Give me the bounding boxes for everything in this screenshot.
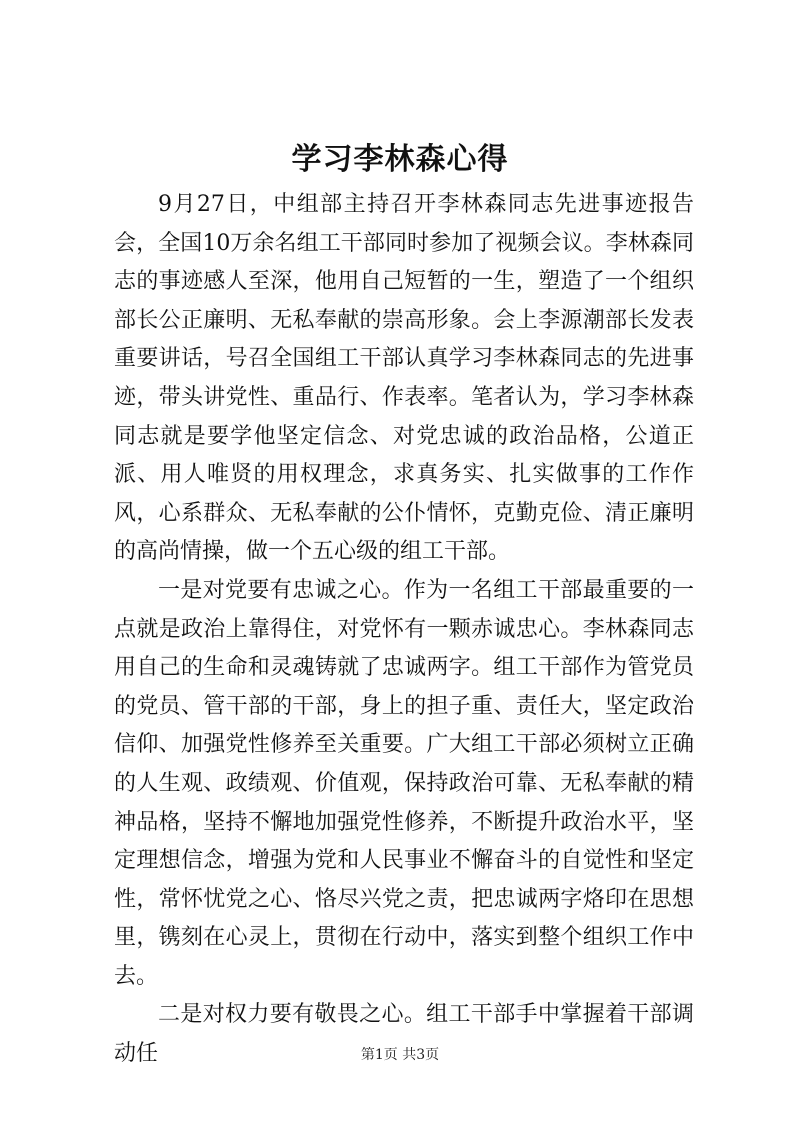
page-footer: 第1页 共3页 [360, 1047, 440, 1063]
paragraph-3: 二是对权力要有敬畏之心。组工干部手中掌握着干部调动任 [114, 1002, 694, 1067]
paragraph-2: 一是对党要有忠诚之心。作为一名组工干部最重要的一点就是政治上靠得住，对党怀有一颗赤诚忠心。李林森同志用自己的生命和灵魂铸就了忠诚两字。组工干部作为管党员的党员、管干部的干部，身上的担子重、责任大，坚定政治信仰、加强党性修养至关重要。广大组工干部必须树立正确的人生观、政绩观、价值观，保持政治可靠、无私奉献的精神品格，坚持不懈地加强党性修养，不断提升政治水平，坚定理想信念，增强为党和人民事业不懈奋斗的自觉性和坚定性，常怀忧党之心、恪尽兴党之责，把忠诚两字烙印在思想里，镌刻在心灵上，贯彻在行动中，落实到整个组织工作中去。 [114, 577, 694, 989]
document-body [114, 186, 694, 1074]
document-title: 学习李林森心得 [291, 142, 509, 177]
paragraph-1: 9月27日，中组部主持召开李林森同志先进事迹报告会，全国10万余名组工干部同时参加了视频会议。李林森同志的事迹感人至深，他用自己短暂的一生，塑造了一个组织部长公正廉明、无私奉献的崇高形象。会上李源潮部长发表重要讲话，号召全国组工干部认真学习李林森同志的先进事迹，带头讲党性、重品行、作表率。笔者认为，学习李林森同志就是要学他坚定信念、对党忠诚的政治品格，公道正派、用人唯贤的用权理念，求真务实、扎实做事的工作作风，心系群众、无私奉献的公仆情怀，克勤克俭、清正廉明的高尚情操，做一个五心级的组工干部。 [114, 192, 694, 565]
